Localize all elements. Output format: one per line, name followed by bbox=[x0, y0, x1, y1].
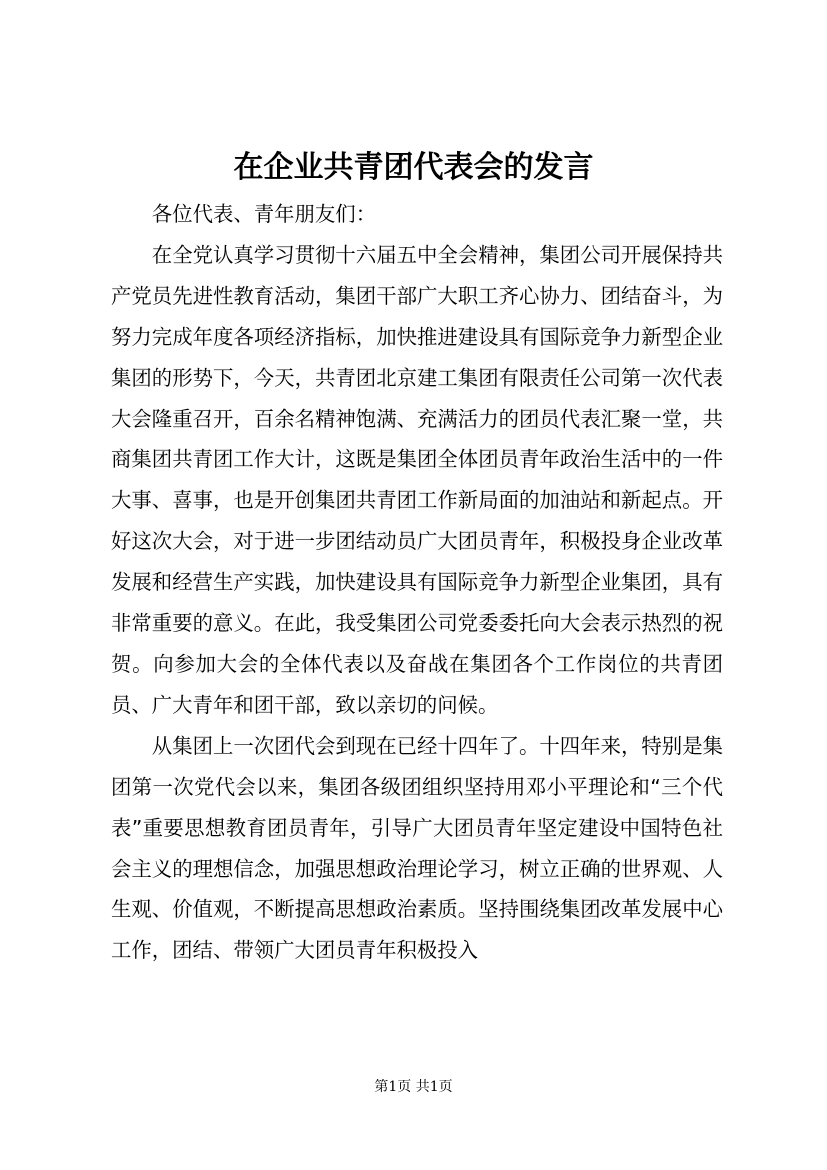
document-body bbox=[111, 194, 723, 971]
body-paragraph-2: 从集团上一次团代会到现在已经十四年了。十四年来，特别是集团第一次党代会以来，集团各级团组织坚持用邓小平理论和“三个代表”重要思想教育团员青年，引导广大团员青年坚定建设中国特色社会主义的理想信念，加强思想政治理论学习，树立正确的世界观、人生观、价值观，不断提高思想政治素质。坚持围绕集团改革发展中心工作，团结、带领广大团员青年积极投入 bbox=[111, 733, 723, 963]
body-paragraph-1: 在全党认真学习贯彻十六届五中全会精神，集团公司开展保持共产党员先进性教育活动，集团干部广大职工齐心协力、团结奋斗，为努力完成年度各项经济指标，加快推进建设具有国际竞争力新型企业集团的形势下，今天，共青团北京建工集团有限责任公司第一次代表大会隆重召开，百余名精神饱满、充满活力的团员代表汇聚一堂，共商集团共青团工作大计，这既是集团全体团员青年政治生活中的一件大事、喜事，也是开创集团共青团工作新局面的加油站和新起点。开好这次大会，对于进一步团结动员广大团员青年，积极投身企业改革发展和经营生产实践，加快建设具有国际竞争力新型企业集团，具有非常重要的意义。在此，我受集团公司党委委托向大会表示热烈的祝贺。向参加大会的全体代表以及奋战在集团各个工作岗位的共青团员、广大青年和团干部，致以亲切的问候。 bbox=[111, 242, 723, 717]
salutation-paragraph: 各位代表、青年朋友们： bbox=[151, 202, 377, 226]
page-footer: 第1页 共1页 bbox=[374, 1079, 453, 1095]
document-title: 在企业共青团代表会的发言 bbox=[233, 150, 594, 185]
